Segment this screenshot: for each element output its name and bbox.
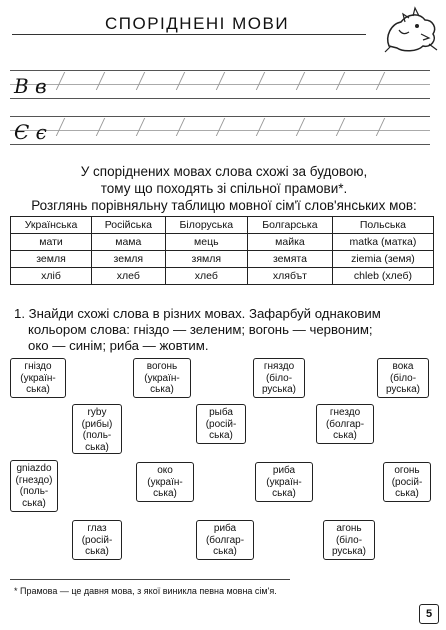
language-comparison-table xyxy=(10,216,434,285)
footnote-divider xyxy=(10,579,290,580)
language-label: ська) xyxy=(153,488,177,499)
task-instructions xyxy=(14,306,434,354)
table-cell: хлеб xyxy=(165,268,247,285)
table-header: Білоруська xyxy=(165,217,247,234)
task-line-3: око — синім; риба — жовтим. xyxy=(28,338,209,353)
word-text: вока xyxy=(392,361,414,372)
table-row xyxy=(11,251,434,268)
table-cell: земля xyxy=(92,251,166,268)
table-cell: мама xyxy=(92,234,166,251)
language-label: ська) xyxy=(209,430,233,441)
language-label: ська) xyxy=(85,441,109,453)
table-cell: мець xyxy=(165,234,247,251)
language-label: (росій- xyxy=(81,534,113,546)
dragon-mascot-icon xyxy=(381,6,441,58)
word-text: gniazdo xyxy=(16,463,52,474)
copybook-letter-ye: Є є xyxy=(14,120,47,144)
language-label: ська) xyxy=(213,546,237,557)
language-label: (болгар- xyxy=(325,418,365,430)
word-box-gnyazdo-be[interactable] xyxy=(253,358,305,398)
language-label: руська) xyxy=(261,384,297,395)
table-header: Болгарська xyxy=(248,217,333,234)
word-box-gnezdo-bg[interactable] xyxy=(316,404,374,444)
language-label: (україн- xyxy=(266,476,302,488)
language-label: (росій- xyxy=(205,418,237,430)
word-text: рыба xyxy=(209,407,233,418)
word-text: глаз xyxy=(87,523,107,534)
table-cell: matka (матка) xyxy=(332,234,433,251)
language-label: ська) xyxy=(26,384,50,395)
language-label: руська) xyxy=(385,384,421,395)
table-header: Російська xyxy=(92,217,166,234)
word-text: гніздо xyxy=(24,361,52,372)
table-cell: земля xyxy=(11,251,92,268)
word-text: риба xyxy=(272,465,296,476)
word-text: ryby xyxy=(87,407,107,418)
title-underline xyxy=(12,34,366,35)
word-box-glaz-ru[interactable] xyxy=(72,520,122,560)
intro-line-2: тому що походять зі спільної прамови*. xyxy=(100,181,348,196)
word-box-agon-be[interactable] xyxy=(323,520,375,560)
language-label: ська) xyxy=(272,488,296,499)
language-label: руська) xyxy=(331,546,367,557)
table-header: Українська xyxy=(11,217,92,234)
word-text: око xyxy=(157,465,173,476)
language-label: (україн- xyxy=(144,372,180,384)
word-text-cyrillic: (гнездо) xyxy=(15,474,53,486)
word-box-ryby-pl[interactable] xyxy=(72,404,122,454)
language-label: (біло- xyxy=(389,372,417,384)
page-title: СПОРІДНЕНІ МОВИ xyxy=(105,14,290,33)
table-cell: хлябът xyxy=(248,268,333,285)
word-text: вогонь xyxy=(146,361,178,372)
language-label: ська) xyxy=(85,546,109,557)
table-cell: земята xyxy=(248,251,333,268)
table-cell: зямля xyxy=(165,251,247,268)
language-label: ська) xyxy=(22,497,46,509)
footnote: * Прамова — це давня мова, з якої виникла певна мовна сім'я. xyxy=(14,586,277,596)
word-box-gnizdo-uk[interactable] xyxy=(10,358,66,398)
language-label: (поль- xyxy=(19,486,49,497)
word-box-voka-be[interactable] xyxy=(377,358,429,398)
word-box-ryba-bg[interactable] xyxy=(196,520,254,560)
word-text: агонь xyxy=(336,523,362,534)
task-line-1: 1. Знайди схожі слова в різних мовах. Зафарбуй однаковим xyxy=(14,306,381,321)
language-label: ська) xyxy=(333,430,357,441)
language-label: (болгар- xyxy=(205,534,245,546)
word-text-cyrillic: (рибы) xyxy=(81,418,113,430)
table-row xyxy=(11,234,434,251)
table-header: Польська xyxy=(332,217,433,234)
table-cell: ziemia (земя) xyxy=(332,251,433,268)
language-label: (біло- xyxy=(335,534,363,546)
table-header-row xyxy=(11,217,434,234)
table-row xyxy=(11,268,434,285)
table-cell: мати xyxy=(11,234,92,251)
word-box-ryba-ru[interactable] xyxy=(196,404,246,444)
language-label: ська) xyxy=(395,488,419,499)
language-label: (україн- xyxy=(20,372,56,384)
word-text: гнездо xyxy=(329,407,361,418)
table-cell: хлеб xyxy=(92,268,166,285)
word-text: гняздо xyxy=(263,361,295,372)
page-number: 5 xyxy=(419,604,439,624)
word-box-gniazdo-pl[interactable] xyxy=(10,460,58,512)
language-label: (росій- xyxy=(391,476,423,488)
intro-line-3: Розглянь порівняльну таблицю мовної сім'ї слов'янських мов: xyxy=(31,198,417,213)
word-box-ogon-ru[interactable] xyxy=(383,462,431,502)
word-box-oko-uk[interactable] xyxy=(136,462,194,502)
table-cell: chleb (хлеб) xyxy=(332,268,433,285)
word-text: риба xyxy=(213,523,237,534)
language-label: (біло- xyxy=(265,372,293,384)
table-cell: майка xyxy=(248,234,333,251)
language-label: (україн- xyxy=(147,476,183,488)
language-label: ська) xyxy=(150,384,174,395)
intro-line-1: У споріднених мовах слова схожі за будовою, xyxy=(80,164,368,179)
language-label: (поль- xyxy=(82,430,112,441)
task-line-2: кольором слова: гніздо — зеленим; вогонь — червоним; xyxy=(28,322,373,337)
word-box-ryba-uk[interactable] xyxy=(255,462,313,502)
copybook-letter-v: В в xyxy=(14,74,47,98)
word-box-vohon-uk[interactable] xyxy=(133,358,191,398)
table-cell: хліб xyxy=(11,268,92,285)
word-text: огонь xyxy=(394,465,420,476)
